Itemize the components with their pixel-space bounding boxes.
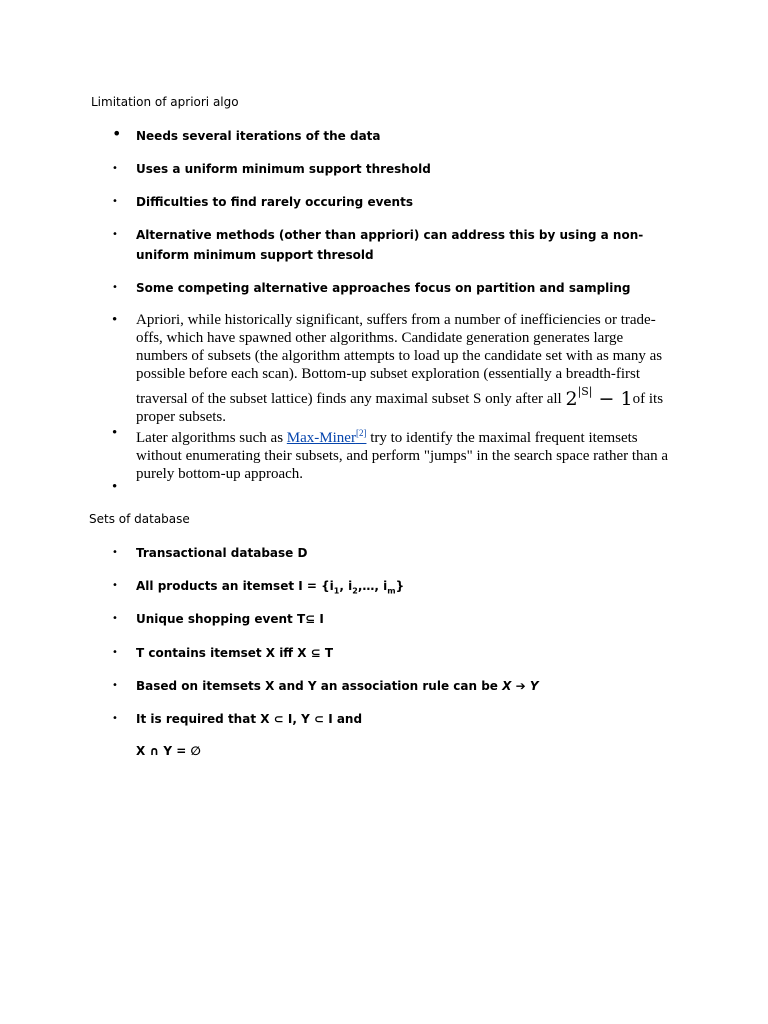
list-item-text: Difficulties to find rarely occuring events xyxy=(136,195,413,209)
list-item xyxy=(112,543,672,563)
bullet-icon: • xyxy=(112,580,118,591)
math-formula: $2^{|S|} - 1$ xyxy=(565,385,633,410)
list-item-text: Uses a uniform minimum support threshold xyxy=(136,162,431,176)
list-item xyxy=(112,643,672,663)
bullet-icon: • xyxy=(112,196,118,207)
list-item-text: Alternative methods (other than appriori) can address this by using a non-uniform minimum support thresold xyxy=(136,228,644,262)
section-title-apriori-limitations: Limitation of apriori algo xyxy=(91,95,239,109)
list-item xyxy=(112,609,672,629)
set-formula: X ∩ Y = ∅ xyxy=(136,744,201,758)
list-item-text: Some competing alternative approaches focus on partition and sampling xyxy=(136,281,631,295)
bullet-icon: • xyxy=(112,613,118,624)
list-item-text: T contains itemset X iff X ⊆ T xyxy=(136,646,334,660)
list-item-text: Needs several iterations of the data xyxy=(136,129,381,143)
list-item xyxy=(112,676,672,696)
list-item-text: Based on itemsets X and Y an association rule can be X ➔ Y xyxy=(136,679,539,693)
paragraph-text: Later algorithms such as xyxy=(136,430,287,446)
bullet-icon: • xyxy=(112,647,118,658)
list-item xyxy=(112,192,672,212)
paragraph-text: try to identify the maximal frequent itemsets without enumerating their subsets, and perform "jumps" in the search space rather than a purely bottom-up approach. xyxy=(136,430,669,482)
bullet-icon: • xyxy=(112,163,118,174)
list-item xyxy=(112,709,672,729)
paragraph-later-algorithms xyxy=(112,424,677,483)
list-item-text: It is required that X ⊂ I, Y ⊂ I and xyxy=(136,712,363,726)
reference-marker: [2] xyxy=(355,428,367,438)
bullet-icon: • xyxy=(112,680,118,691)
bullet-icon: • xyxy=(112,229,118,240)
list-item xyxy=(112,278,672,298)
section-title-sets-of-database: Sets of database xyxy=(89,512,190,526)
bullet-icon: • xyxy=(112,282,118,293)
paragraph-text: of its proper subsets. xyxy=(136,391,664,425)
bullet-icon: • xyxy=(112,713,118,724)
bullet-icon: • xyxy=(112,124,122,143)
bullet-icon: • xyxy=(112,479,118,495)
max-miner-link[interactable]: Max-Miner[2] xyxy=(286,428,367,446)
list-item xyxy=(112,159,672,179)
list-item xyxy=(112,126,672,146)
arrow-icon: ➔ xyxy=(515,679,526,693)
paragraph-text: Apriori, while historically significant, suffers from a number of inefficiencies or trade-offs, which have spawned other algorithms. Candidate generation generates large numbers of subsets (the algorithm attempts to load up the candidate set with as many as possible before each scan). Bottom-up subset exploration (essentially a breadth-first traversal of the subset lattice) finds any maximal subset S only after all xyxy=(136,312,663,407)
bullet-icon: • xyxy=(112,425,118,441)
paragraph-apriori-inefficiencies xyxy=(112,311,677,426)
list-item xyxy=(112,225,672,265)
list-item xyxy=(112,576,672,601)
list-item-text: All products an itemset $I = \{i_1$, $i_2,\dots$, $i_m$} xyxy=(136,579,405,596)
list-item-text: Transactional database D xyxy=(136,546,308,560)
list-item-text: Unique shopping event T⊆ I xyxy=(136,612,324,626)
bullet-icon: • xyxy=(112,547,118,558)
bullet-icon: • xyxy=(112,312,118,328)
